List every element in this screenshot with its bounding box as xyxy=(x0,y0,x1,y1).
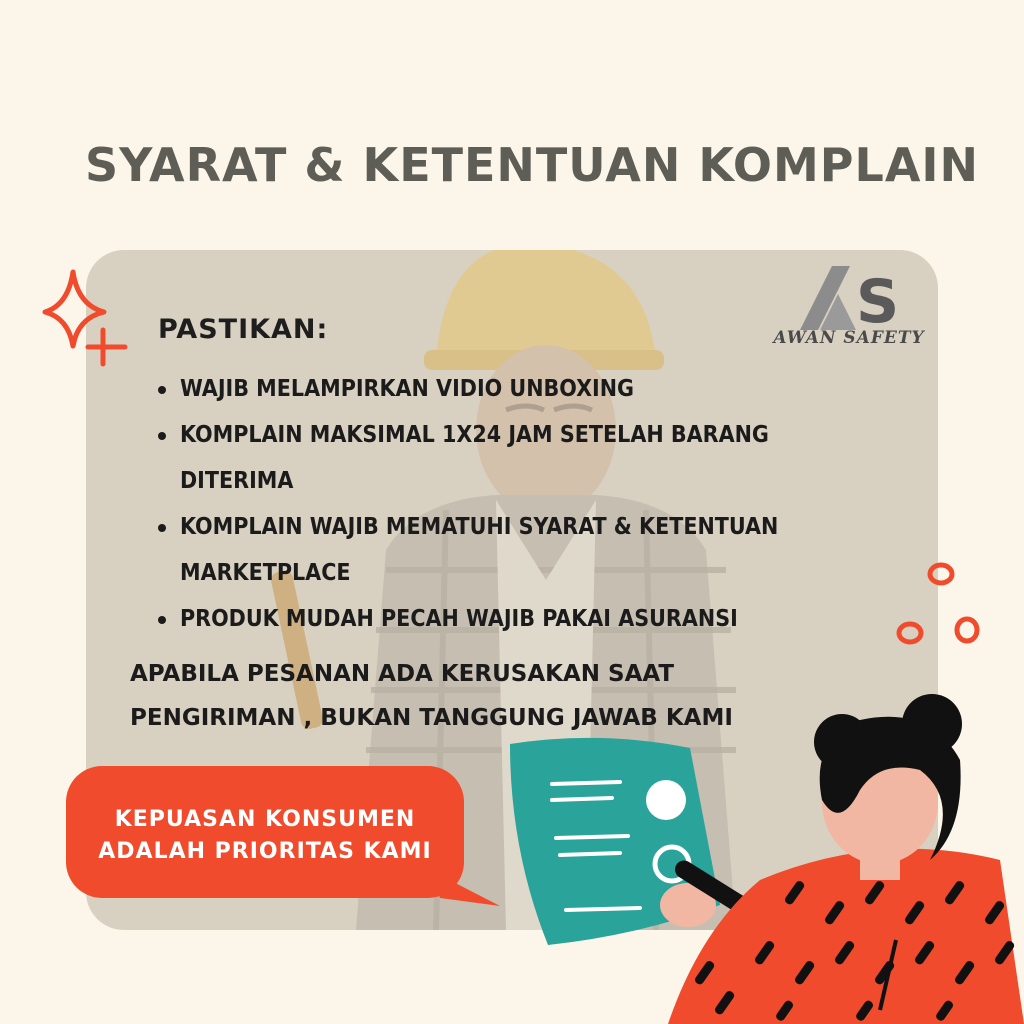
svg-text:S: S xyxy=(856,267,900,332)
banner-line-1: KEPUASAN KONSUMEN xyxy=(114,807,416,832)
brand-logo xyxy=(760,262,938,362)
priority-banner xyxy=(66,766,464,898)
list-item: KOMPLAIN MAKSIMAL 1X24 JAM SETELAH BARANG DITERIMA xyxy=(156,412,826,504)
list-item: WAJIB MELAMPIRKAN VIDIO UNBOXING xyxy=(156,366,826,412)
page-title: SYARAT & KETENTUAN KOMPLAIN xyxy=(84,138,980,192)
rules-list xyxy=(156,366,826,658)
list-item: PRODUK MUDAH PECAH WAJIB PAKAI ASURANSI xyxy=(156,596,826,642)
logo-icon xyxy=(760,262,938,332)
banner-line-2: ADALAH PRIORITAS KAMI xyxy=(98,839,432,864)
section-heading: PASTIKAN: xyxy=(158,314,329,345)
list-item: KOMPLAIN WAJIB MEMATUHI SYARAT & KETENTUAN MARKETPLACE xyxy=(156,504,826,596)
brand-name: AWAN SAFETY xyxy=(773,328,925,348)
disclaimer-note: APABILA PESANAN ADA KERUSAKAN SAAT PENGIRIMAN , BUKAN TANGGUNG JAWAB KAMI xyxy=(130,661,733,731)
